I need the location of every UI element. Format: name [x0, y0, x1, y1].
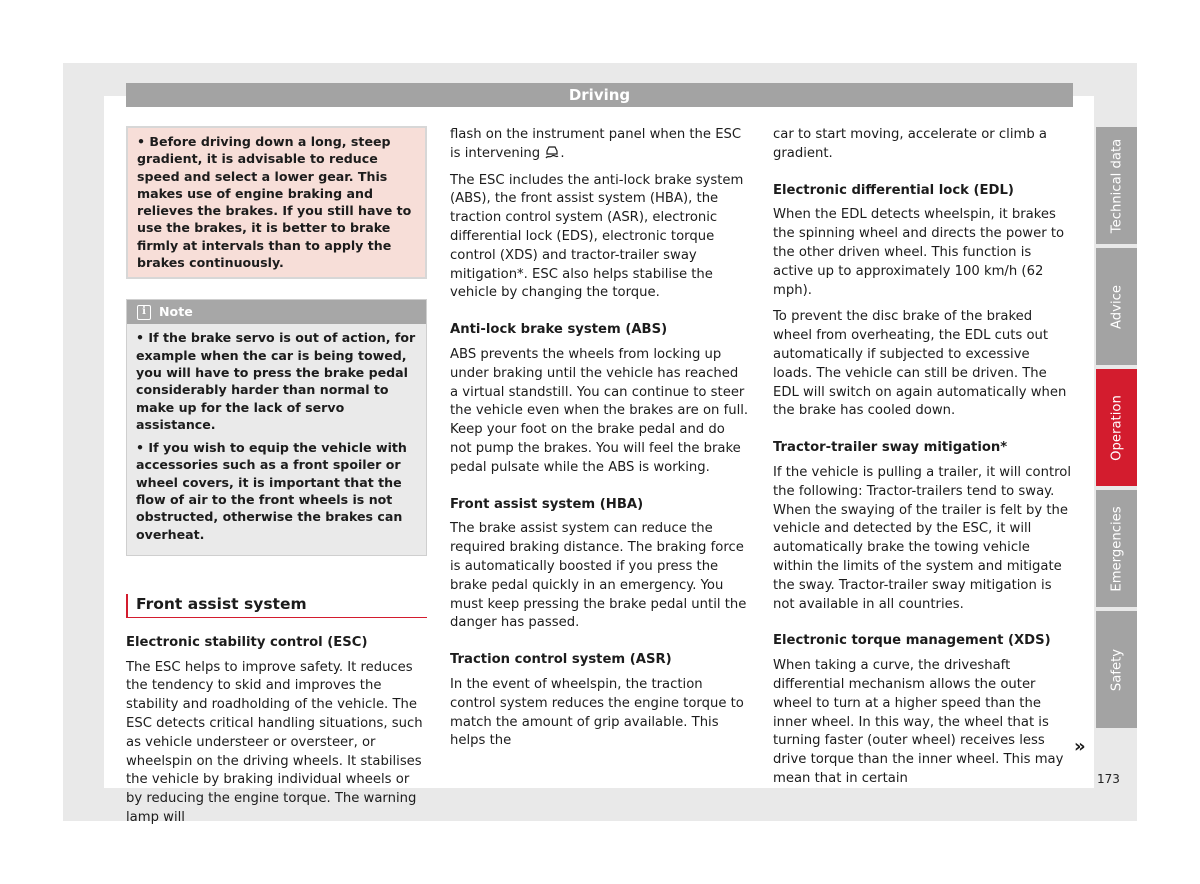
column-1 [126, 126, 427, 836]
page-number: 173 [1097, 772, 1120, 786]
tsm-heading: Tractor-trailer sway mitigation* [773, 440, 1008, 456]
column-3 [773, 126, 1073, 797]
abs-text: ABS prevents the wheels from locking up under braking until the vehicle has reached a virtual standstill. You can continue to steer the vehicle even when the brakes are on full. Keep your foot on the brake pedal and do not pump the brakes. You will feel the brake pedal pulsate while the ABS is working. [450, 346, 749, 475]
tsm-text: If the vehicle is pulling a trailer, it will control the following: Tractor-trailers tend to sway. When the swaying of the trailer is felt by the vehicle and detected by the ESC, it will automatically brake the towing vehicle within the limits of the system and mitigate the sway. Tractor-trailer sway mitigation is not available in all countries. [773, 464, 1071, 612]
note-title: Note [159, 304, 193, 320]
edl-text-1: When the EDL detects wheelspin, it brakes the spinning wheel and directs the power to the other driven wheel. This function is active up to approximately 100 km/h (62 mph). [773, 207, 1065, 298]
chapter-header: Driving [126, 83, 1073, 107]
note-body [127, 324, 426, 555]
tab-emergencies[interactable]: Emergencies [1096, 490, 1137, 607]
edl-heading: Electronic differential lock (EDL) [773, 182, 1014, 198]
tab-safety[interactable]: Safety [1096, 611, 1137, 728]
note-item: • If the brake servo is out of action, for example when the car is being towed, you will have to press the brake pedal considerably harder than normal to make up for the lack of servo assistance. [136, 330, 416, 432]
esc-text-continued: flash on the instrument panel when the ESC is intervening . [450, 127, 742, 161]
abs-heading: Anti-lock brake system (ABS) [450, 322, 668, 338]
esc-heading: Electronic stability control (ESC) [126, 634, 368, 650]
hba-heading: Front assist system (HBA) [450, 496, 644, 512]
column-2 [450, 126, 750, 759]
xds-text: When taking a curve, the driveshaft differential mechanism allows the outer wheel to turn at a higher speed than the inner wheel. In this way, the wheel that is turning faster (outer wheel) receives less drive torque than the inner wheel. This may mean that in certain [773, 658, 1064, 786]
info-icon: i [137, 305, 151, 320]
tab-advice[interactable]: Advice [1096, 248, 1137, 365]
side-tabs [1096, 127, 1137, 732]
esc-includes-text: The ESC includes the anti-lock brake system (ABS), the front assist system (HBA), the traction control system (ASR), electronic differential lock (EDS), electronic torque control (XDS) and tractor-trailer sway mitigation*. ESC also helps stabilise the vehicle by changing the torque. [450, 172, 744, 301]
xds-heading: Electronic torque management (XDS) [773, 633, 1051, 649]
asr-heading: Traction control system (ASR) [450, 652, 672, 668]
asr-text: In the event of wheelspin, the traction control system reduces the engine torque to match the amount of grip available. This helps the [450, 676, 744, 749]
esc-warning-icon [544, 145, 560, 159]
tab-operation[interactable]: Operation [1096, 369, 1137, 486]
section-title: Front assist system [126, 594, 427, 618]
edl-text-2: To prevent the disc brake of the braked wheel from overheating, the EDL cuts out automatically if subjected to excessive loads. The vehicle can still be driven. The EDL will switch on again automatically when the brake has cooled down. [773, 309, 1067, 419]
continue-mark: » [1074, 736, 1086, 757]
note-box [126, 299, 427, 556]
hba-text: The brake assist system can reduce the required braking distance. The braking force is automatically boosted if you press the brake pedal quickly in an emergency. You must keep pressing the brake pedal until the danger has passed. [450, 521, 747, 631]
note-item: • If you wish to equip the vehicle with accessories such as a front spoiler or wheel covers, it is important that the flow of air to the front wheels is not obstructed, otherwise the brakes can overheat. [136, 440, 407, 542]
tab-technical-data[interactable]: Technical data [1096, 127, 1137, 244]
esc-text: The ESC helps to improve safety. It reduces the tendency to skid and improves the stability and roadholding of the vehicle. The ESC detects critical handling situations, such as vehicle understeer or oversteer, or wheelspin on the driving wheels. It stabilises the vehicle by braking individual wheels or by reducing the engine torque. The warning lamp will [126, 659, 423, 825]
note-header [127, 300, 426, 324]
asr-text-continued: car to start moving, accelerate or climb a gradient. [773, 127, 1047, 161]
warning-box: • Before driving down a long, steep gradient, it is advisable to reduce speed and select a lower gear. This makes use of engine braking and relieves the brakes. If you still have to use the brakes, it is better to brake firmly at intervals than to apply the brakes continuously. [126, 126, 427, 279]
